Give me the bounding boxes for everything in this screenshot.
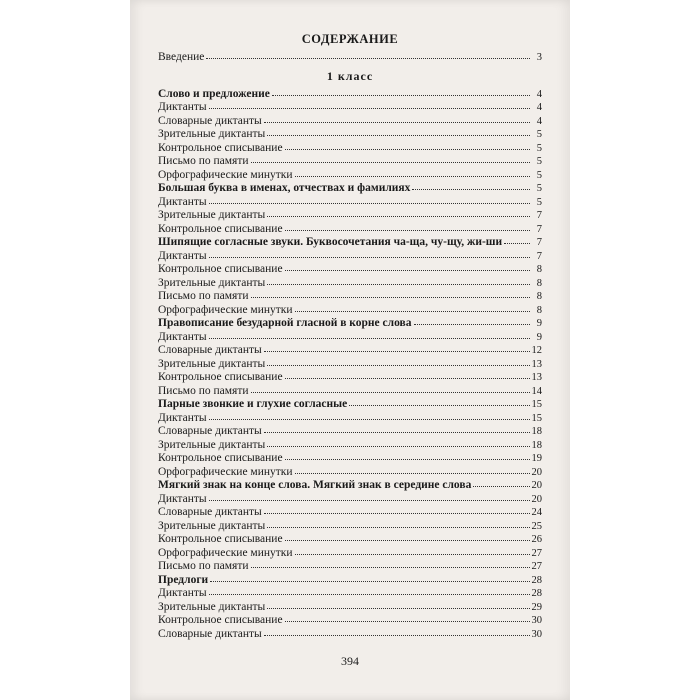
toc-entry-label: Словарные диктанты [158, 506, 262, 518]
toc-entry-page: 5 [536, 183, 542, 194]
dot-leader [295, 167, 530, 177]
toc-entry-page: 20 [531, 466, 542, 478]
toc-entry-page: 28 [531, 588, 542, 599]
toc-entry-row [158, 600, 542, 614]
toc-entry-label: Письмо по памяти [158, 560, 249, 572]
dot-leader [267, 437, 529, 447]
toc-entry-page: 29 [531, 601, 542, 613]
toc-section-row [158, 87, 542, 101]
toc-entry-label: Орфографические минутки [158, 168, 293, 181]
grade-heading: 1 класс [326, 68, 374, 83]
dot-leader [285, 531, 530, 541]
dot-leader [209, 99, 530, 109]
toc-entry-page: 20 [531, 480, 542, 491]
toc-entry-row [158, 370, 542, 384]
toc-entry-row [158, 519, 542, 533]
toc-entry-row [158, 586, 542, 600]
toc-entry-label: Орфографические минутки [158, 546, 293, 559]
toc-entry-row [158, 330, 542, 344]
toc-entry-label: Письмо по памяти [158, 290, 249, 302]
toc-entry-label: Зрительные диктанты [158, 519, 266, 532]
toc-entry-page: 18 [531, 426, 542, 437]
toc-entry-label: Словарные диктанты [158, 114, 262, 127]
toc-intro-row [158, 50, 542, 64]
dot-leader [295, 302, 530, 312]
dot-leader [285, 261, 530, 271]
toc-entry-label: Орфографические минутки [158, 465, 293, 478]
toc-entry-page: 9 [536, 318, 542, 329]
toc-entry-page: 26 [531, 534, 542, 545]
toc-entry-label: Письмо по памяти [158, 384, 249, 397]
dot-leader [412, 180, 530, 190]
toc-entry-row [158, 559, 542, 573]
toc-entry-label: Контрольное списывание [158, 371, 283, 383]
dot-leader [473, 477, 529, 487]
dot-leader [209, 248, 530, 258]
toc-entry-page: 8 [536, 304, 542, 316]
toc-entry-page: 25 [531, 520, 542, 532]
toc-entry-row [158, 222, 542, 236]
dot-leader [264, 423, 530, 433]
toc-entry-row [158, 411, 542, 425]
toc-entry-page: 15 [531, 399, 542, 410]
dot-leader [264, 626, 530, 636]
toc-entry-page: 14 [531, 385, 542, 397]
toc-entry-label: Диктанты [158, 587, 207, 599]
toc-intro-page: 3 [536, 52, 542, 63]
toc-section-label: Большая буква в именах, отчествах и фамилиях [158, 182, 411, 194]
dot-leader [295, 545, 530, 555]
toc-entry-page: 5 [536, 196, 542, 208]
toc-entry-label: Диктанты [158, 101, 207, 113]
book-page [130, 0, 570, 700]
toc-entry-label: Контрольное списывание [158, 452, 283, 464]
toc-section-label: Мягкий знак на конце слова. Мягкий знак в середине слова [158, 479, 472, 491]
toc-entry-label: Зрительные диктанты [158, 209, 266, 221]
toc-entry-label: Контрольное списывание [158, 263, 283, 275]
toc-entry-row [158, 343, 542, 357]
dot-leader [504, 234, 530, 244]
toc-entry-page: 7 [536, 250, 542, 262]
toc-entry-page: 8 [536, 264, 542, 275]
dot-leader [209, 194, 530, 204]
toc-entry-page: 13 [531, 358, 542, 370]
dot-leader [264, 113, 530, 123]
toc-entry-label: Контрольное списывание [158, 614, 283, 626]
toc-entry-row [158, 357, 542, 371]
toc-entry-page: 4 [536, 115, 542, 127]
toc-section-label: Шипящие согласные звуки. Буквосочетания ча-ща, чу-щу, жи-ши [158, 236, 503, 248]
toc-entry-page: 28 [531, 574, 542, 586]
dot-leader [285, 140, 530, 150]
toc-entry-page: 7 [536, 237, 542, 248]
toc-entry-page: 5 [536, 156, 542, 167]
toc-section-label: Слово и предложение [158, 87, 270, 100]
toc-entry-page: 20 [531, 493, 542, 505]
toc-entry-label: Словарные диктанты [158, 627, 262, 640]
toc-entry-row [158, 532, 542, 546]
toc-entry-page: 8 [536, 277, 542, 289]
toc-entry-page: 27 [531, 547, 542, 559]
dot-leader [209, 410, 530, 420]
toc-entry-row [158, 465, 542, 479]
dot-leader [285, 369, 530, 379]
toc-entry-page: 5 [536, 129, 542, 140]
toc-entry-page: 8 [536, 291, 542, 302]
dot-leader [414, 315, 530, 325]
toc-entry-row [158, 613, 542, 627]
toc-entry-label: Контрольное списывание [158, 222, 283, 235]
dot-leader [285, 221, 530, 231]
dot-leader [209, 491, 530, 501]
toc-entry-label: Диктанты [158, 330, 207, 343]
toc-entry-page: 4 [536, 88, 542, 100]
toc-entry-label: Контрольное списывание [158, 533, 283, 545]
dot-leader [264, 504, 530, 514]
toc-entry-row [158, 276, 542, 290]
toc-entry-page: 18 [531, 439, 542, 451]
toc-entry-page: 4 [536, 102, 542, 113]
toc-entry-row [158, 546, 542, 560]
toc-entry-row [158, 114, 542, 128]
dot-leader [267, 599, 529, 609]
toc-entry-label: Зрительные диктанты [158, 276, 266, 289]
dot-leader [267, 126, 530, 136]
toc-entry-label: Словарные диктанты [158, 425, 262, 437]
toc-entry-row [158, 262, 542, 276]
toc-section-row [158, 397, 542, 411]
dot-leader [210, 572, 529, 582]
dot-leader [206, 49, 530, 59]
toc-entry-label: Словарные диктанты [158, 344, 262, 356]
toc-entry-row [158, 451, 542, 465]
dot-leader [251, 153, 531, 163]
dot-leader [285, 612, 530, 622]
dot-leader [272, 86, 530, 96]
toc-entry-label: Письмо по памяти [158, 155, 249, 167]
toc-entry-label: Диктанты [158, 492, 207, 505]
toc-entry-page: 13 [531, 372, 542, 383]
dot-leader [267, 356, 529, 366]
toc-entry-page: 30 [531, 628, 542, 640]
toc-entry-page: 15 [531, 412, 542, 424]
table-of-contents [158, 30, 542, 640]
toc-entry-label: Зрительные диктанты [158, 438, 266, 451]
toc-entry-label: Зрительные диктанты [158, 600, 266, 613]
toc-section-label: Предлоги [158, 573, 209, 586]
toc-entry-label: Зрительные диктанты [158, 357, 266, 370]
dot-leader [295, 464, 530, 474]
toc-entry-label: Диктанты [158, 411, 207, 424]
toc-entry-page: 7 [536, 210, 542, 221]
dot-leader [264, 342, 530, 352]
dot-leader [209, 585, 530, 595]
toc-entry-row [158, 141, 542, 155]
dot-leader [285, 450, 530, 460]
dot-leader [267, 518, 529, 528]
toc-entry-label: Диктанты [158, 249, 207, 262]
toc-entry-row [158, 505, 542, 519]
toc-entry-page: 24 [531, 507, 542, 518]
toc-entry-page: 5 [536, 142, 542, 154]
toc-section-row [158, 181, 542, 195]
toc-entry-row [158, 208, 542, 222]
dot-leader [251, 558, 530, 568]
toc-entry-page: 30 [531, 615, 542, 626]
toc-entry-row [158, 384, 542, 398]
toc-entry-row [158, 627, 542, 641]
toc-entry-row [158, 289, 542, 303]
dot-leader [251, 288, 531, 298]
toc-entry-page: 5 [536, 169, 542, 181]
toc-entry-row [158, 438, 542, 452]
toc-entry-page: 7 [536, 223, 542, 235]
toc-entry-page: 19 [531, 453, 542, 464]
dot-leader [251, 383, 530, 393]
toc-entry-page: 12 [531, 345, 542, 356]
toc-entry-label: Контрольное списывание [158, 141, 283, 154]
dot-leader [349, 396, 529, 406]
toc-entry-page: 9 [536, 331, 542, 343]
toc-entry-row [158, 249, 542, 263]
toc-section-label: Правописание безударной гласной в корне слова [158, 317, 412, 329]
toc-entry-row [158, 424, 542, 438]
toc-entry-row [158, 492, 542, 506]
toc-entry-page: 27 [531, 561, 542, 572]
toc-section-row [158, 478, 542, 492]
dot-leader [267, 275, 530, 285]
toc-section-label: Парные звонкие и глухие согласные [158, 398, 348, 410]
toc-section-row [158, 316, 542, 330]
toc-entry-row [158, 195, 542, 209]
toc-entries [158, 87, 542, 641]
toc-section-row [158, 573, 542, 587]
toc-entry-row [158, 100, 542, 114]
dot-leader [209, 329, 530, 339]
toc-entry-label: Диктанты [158, 195, 207, 208]
toc-intro-label: Введение [158, 51, 205, 63]
toc-entry-label: Зрительные диктанты [158, 128, 266, 140]
toc-entry-row [158, 168, 542, 182]
page-number: 394 [341, 654, 359, 668]
toc-section-row [158, 235, 542, 249]
toc-entry-row [158, 154, 542, 168]
toc-title: СОДЕРЖАНИЕ [301, 32, 399, 46]
toc-entry-label: Орфографические минутки [158, 303, 293, 316]
dot-leader [267, 207, 530, 217]
toc-entry-row [158, 303, 542, 317]
toc-entry-row [158, 127, 542, 141]
